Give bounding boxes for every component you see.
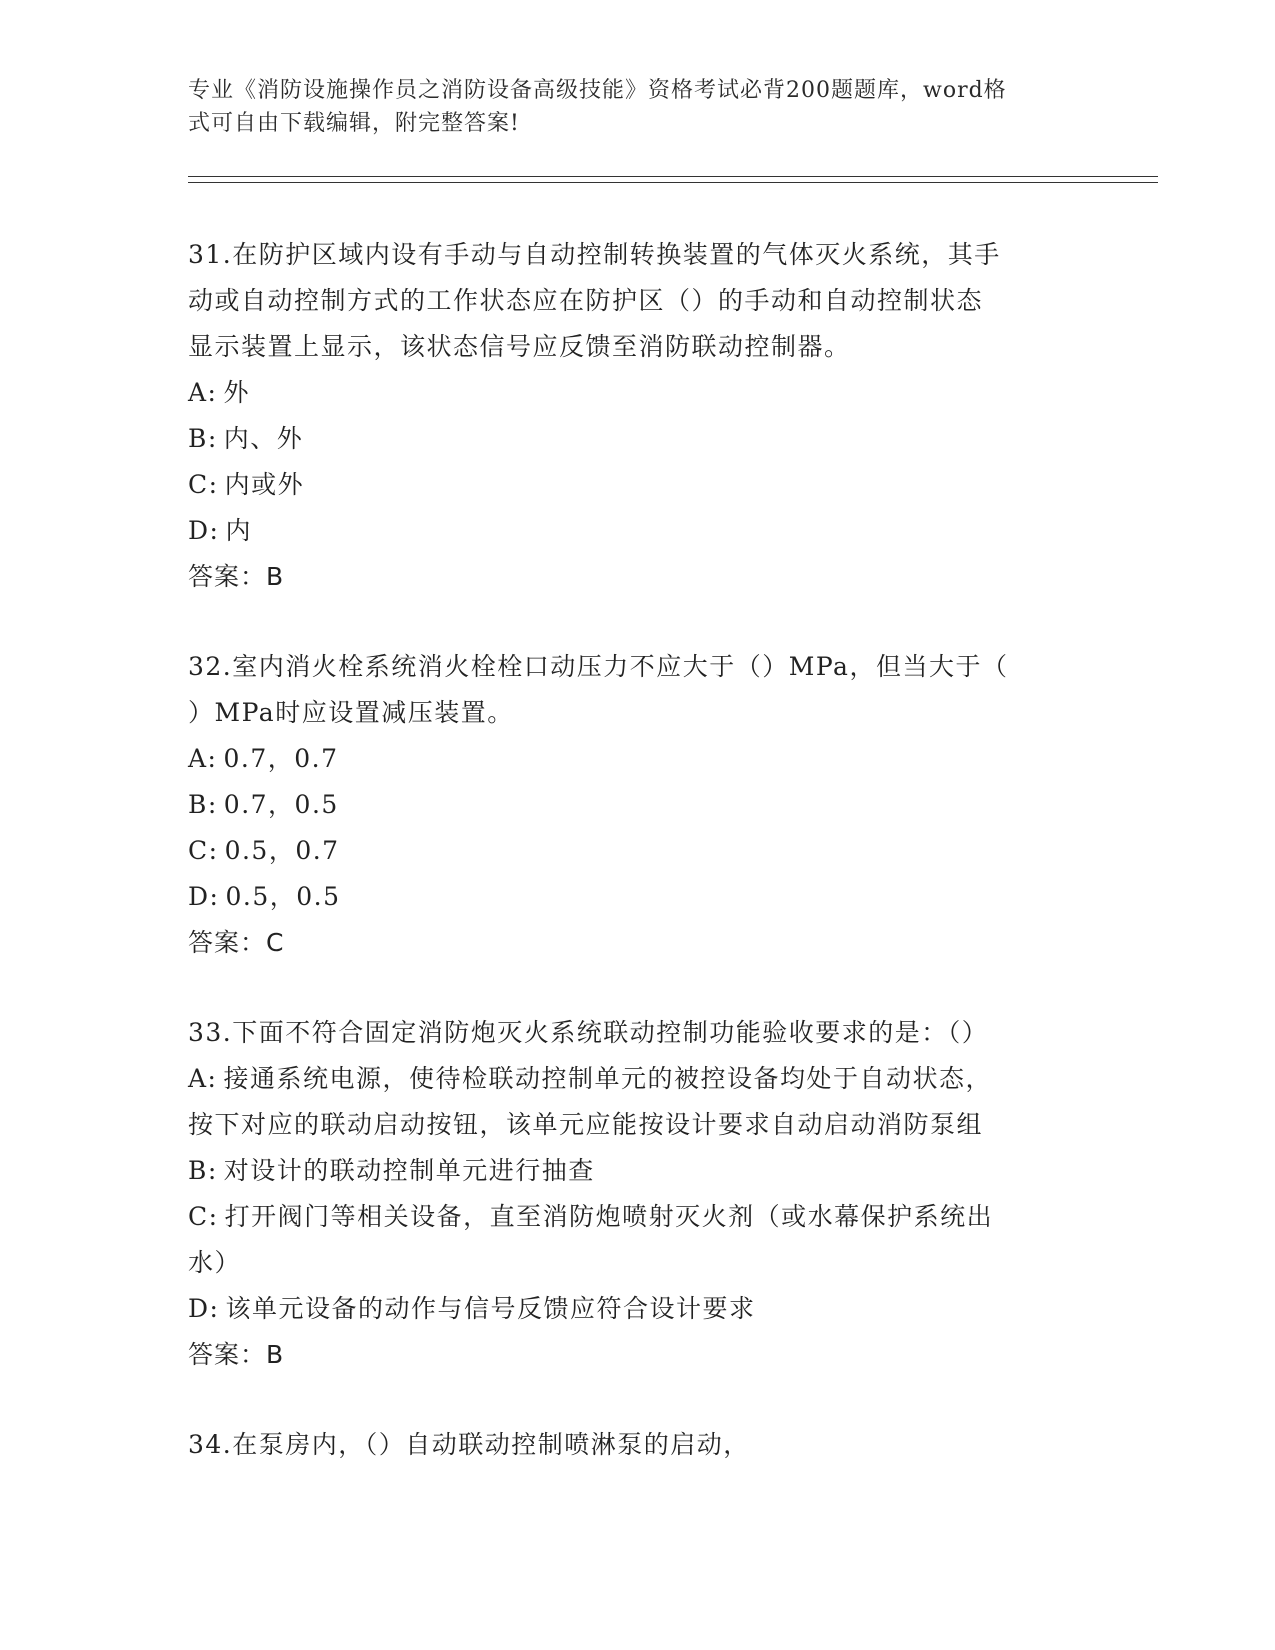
header-line-2: 式可自由下载编辑，附完整答案! [188,111,520,136]
option-text: 0.5，0.7 [224,836,340,865]
question-item [188,644,1088,966]
answer-option [188,1240,1088,1286]
question-stem-line: 显示装置上显示，该状态信号应反馈至消防联动控制器。 [188,332,851,361]
question-item [188,232,1088,600]
answer-option [188,1056,1088,1102]
answer-option [188,508,1088,554]
answer-key: 答案：B [188,562,285,591]
option-letter: D: [188,1294,220,1323]
answer-option [188,874,1088,920]
answer-option [188,462,1088,508]
option-text: 该单元设备的动作与信号反馈应符合设计要求 [225,1294,756,1323]
question-item [188,1010,1088,1378]
answer-option [188,782,1088,828]
option-text: 内或外 [224,470,305,499]
option-letter: B: [188,1156,218,1185]
answer-key: 答案：C [188,928,285,957]
option-letter: D: [188,516,220,545]
answer-option [188,1194,1088,1240]
question-item [188,1422,1088,1468]
question-stem-line: 32.室内消火栓系统消火栓栓口动压力不应大于（）MPa，但当大于（ [188,652,1009,681]
answer-option [188,736,1088,782]
option-letter: D: [188,882,220,911]
option-text: 水） [188,1248,242,1277]
option-text: 对设计的联动控制单元进行抽查 [223,1156,595,1185]
answer-option [188,370,1088,416]
option-text: 按下对应的联动启动按钮，该单元应能按设计要求自动启动消防泵组 [188,1110,984,1139]
option-letter: C: [188,1202,219,1231]
header-divider-top [188,176,1158,177]
option-text: 内 [225,516,252,545]
option-letter: B: [188,790,218,819]
option-letter: A: [188,1064,218,1093]
option-text: 接通系统电源，使待检联动控制单元的被控设备均处于自动状态， [223,1064,992,1093]
answer-option [188,416,1088,462]
answer-key: 答案：B [188,1340,285,1369]
option-letter: A: [188,744,218,773]
header-divider-bottom [188,182,1158,183]
question-stem-line: 动或自动控制方式的工作状态应在防护区（）的手动和自动控制状态 [188,286,984,315]
question-list [188,232,1088,1512]
option-letter: B: [188,424,218,453]
answer-option [188,1102,1088,1148]
option-letter: A: [188,378,218,407]
question-stem-line: 31.在防护区域内设有手动与自动控制转换装置的气体灭火系统，其手 [188,240,1001,269]
answer-option [188,1148,1088,1194]
option-letter: C: [188,470,219,499]
option-text: 0.7，0.7 [223,744,339,773]
question-stem-line: 34.在泵房内，（）自动联动控制喷淋泵的启动， [188,1430,750,1459]
option-letter: C: [188,836,219,865]
answer-option [188,828,1088,874]
document-header [188,74,1088,140]
option-text: 0.5，0.5 [225,882,341,911]
question-stem-line: 33.下面不符合固定消防炮灭火系统联动控制功能验收要求的是：（） [188,1018,989,1047]
option-text: 0.7，0.5 [223,790,339,819]
option-text: 内、外 [223,424,304,453]
answer-option [188,1286,1088,1332]
option-text: 打开阀门等相关设备，直至消防炮喷射灭火剂（或水幕保护系统出 [224,1202,994,1231]
option-text: 外 [223,378,250,407]
header-line-1: 专业《消防设施操作员之消防设备高级技能》资格考试必背200题题库，word格 [188,78,1007,103]
question-stem-line: ）MPa时应设置减压装置。 [188,698,514,727]
